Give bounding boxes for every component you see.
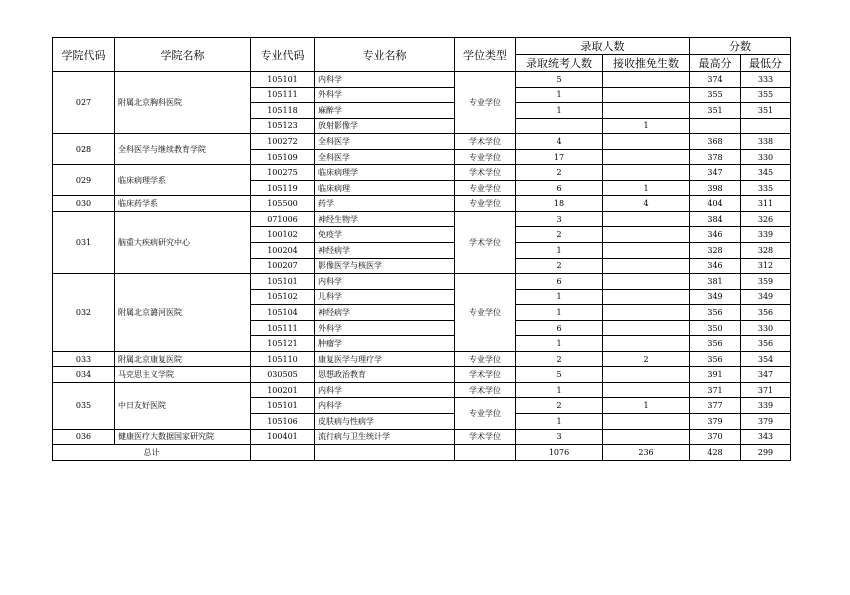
college-code: 035: [53, 382, 115, 429]
unified-exam-count: 6: [516, 180, 603, 196]
unified-exam-count: 5: [516, 367, 603, 383]
unified-exam-count: 1: [516, 414, 603, 430]
min-score: 311: [741, 196, 791, 212]
total-row: [53, 445, 791, 461]
header-max-score: 最高分: [690, 55, 741, 72]
college-name: 中日友好医院: [115, 382, 251, 429]
major-name: 思想政治教育: [315, 367, 455, 383]
unified-exam-count: 6: [516, 274, 603, 290]
min-score: 345: [741, 165, 791, 181]
min-score: 328: [741, 243, 791, 259]
unified-exam-count: 1: [516, 382, 603, 398]
major-name: 神经生物学: [315, 211, 455, 227]
major-name: 全科医学: [315, 149, 455, 165]
min-score: 339: [741, 227, 791, 243]
degree-type: 专业学位: [455, 196, 516, 212]
min-score: 335: [741, 180, 791, 196]
table-body: [53, 72, 791, 461]
major-code: 071006: [251, 211, 315, 227]
recommended-count: [603, 382, 690, 398]
min-score: 339: [741, 398, 791, 414]
unified-exam-count: 1: [516, 103, 603, 119]
min-score: 338: [741, 134, 791, 150]
major-code: 030505: [251, 367, 315, 383]
total-max-score: 428: [690, 445, 741, 461]
college-code: 027: [53, 72, 115, 134]
major-code: 105110: [251, 351, 315, 367]
recommended-count: 2: [603, 351, 690, 367]
college-code: 030: [53, 196, 115, 212]
recommended-count: 1: [603, 180, 690, 196]
max-score: 328: [690, 243, 741, 259]
unified-exam-count: 6: [516, 320, 603, 336]
unified-exam-count: 1: [516, 289, 603, 305]
college-name: 全科医学与继续教育学院: [115, 134, 251, 165]
major-name: 全科医学: [315, 134, 455, 150]
major-code: 105101: [251, 398, 315, 414]
unified-exam-count: 2: [516, 258, 603, 274]
min-score: 351: [741, 103, 791, 119]
recommended-count: [603, 227, 690, 243]
recommended-count: [603, 429, 690, 445]
header-score: 分数: [690, 38, 791, 55]
major-name: 外科学: [315, 87, 455, 103]
unified-exam-count: 2: [516, 351, 603, 367]
unified-exam-count: [516, 118, 603, 134]
max-score: 398: [690, 180, 741, 196]
major-name: 放射影像学: [315, 118, 455, 134]
max-score: 368: [690, 134, 741, 150]
college-code: 033: [53, 351, 115, 367]
table-row: [53, 382, 791, 398]
unified-exam-count: 4: [516, 134, 603, 150]
recommended-count: [603, 103, 690, 119]
major-code: 100102: [251, 227, 315, 243]
total-recommended: 236: [603, 445, 690, 461]
recommended-count: [603, 87, 690, 103]
college-code: 032: [53, 274, 115, 352]
max-score: 349: [690, 289, 741, 305]
max-score: 356: [690, 305, 741, 321]
table-row: [53, 196, 791, 212]
degree-type: 专业学位: [455, 351, 516, 367]
recommended-count: [603, 211, 690, 227]
min-score: 355: [741, 87, 791, 103]
recommended-count: [603, 243, 690, 259]
min-score: 312: [741, 258, 791, 274]
college-name: 脑重大疾病研究中心: [115, 211, 251, 273]
recommended-count: 1: [603, 118, 690, 134]
unified-exam-count: 18: [516, 196, 603, 212]
major-code: 105118: [251, 103, 315, 119]
college-code: 034: [53, 367, 115, 383]
max-score: 379: [690, 414, 741, 430]
major-name: 免疫学: [315, 227, 455, 243]
recommended-count: [603, 274, 690, 290]
max-score: 346: [690, 227, 741, 243]
table-row: [53, 367, 791, 383]
min-score: 354: [741, 351, 791, 367]
college-name: 马克思主义学院: [115, 367, 251, 383]
college-name: 附属北京潞河医院: [115, 274, 251, 352]
major-name: 影像医学与核医学: [315, 258, 455, 274]
table-row: [53, 429, 791, 445]
major-code: 105123: [251, 118, 315, 134]
major-name: 临床病理学: [315, 165, 455, 181]
degree-type: 专业学位: [455, 274, 516, 352]
recommended-count: [603, 320, 690, 336]
college-code: 036: [53, 429, 115, 445]
major-code: 105102: [251, 289, 315, 305]
min-score: [741, 118, 791, 134]
major-code: 105119: [251, 180, 315, 196]
max-score: 370: [690, 429, 741, 445]
unified-exam-count: 2: [516, 165, 603, 181]
min-score: 330: [741, 320, 791, 336]
major-code: 105101: [251, 72, 315, 88]
max-score: 355: [690, 87, 741, 103]
recommended-count: [603, 165, 690, 181]
unified-exam-count: 1: [516, 87, 603, 103]
major-name: 皮肤病与性病学: [315, 414, 455, 430]
major-code: 105104: [251, 305, 315, 321]
major-name: 儿科学: [315, 289, 455, 305]
college-name: 临床药学系: [115, 196, 251, 212]
college-name: 健康医疗大数据国家研究院: [115, 429, 251, 445]
degree-type: 专业学位: [455, 398, 516, 429]
major-code: 105106: [251, 414, 315, 430]
total-unified-exam: 1076: [516, 445, 603, 461]
major-code: 100207: [251, 258, 315, 274]
max-score: 384: [690, 211, 741, 227]
major-name: 临床病理: [315, 180, 455, 196]
major-code: 105109: [251, 149, 315, 165]
header-unified-exam: 录取统考人数: [516, 55, 603, 72]
max-score: 356: [690, 351, 741, 367]
major-name: 内科学: [315, 382, 455, 398]
max-score: [690, 118, 741, 134]
total-empty-degree: [455, 445, 516, 461]
major-name: 外科学: [315, 320, 455, 336]
table-row: [53, 134, 791, 150]
recommended-count: [603, 258, 690, 274]
major-code: 105111: [251, 320, 315, 336]
recommended-count: [603, 414, 690, 430]
degree-type: 专业学位: [455, 72, 516, 134]
header-degree-type: 学位类型: [455, 38, 516, 72]
table-row: [53, 165, 791, 181]
recommended-count: [603, 367, 690, 383]
major-code: 100204: [251, 243, 315, 259]
max-score: 350: [690, 320, 741, 336]
unified-exam-count: 3: [516, 429, 603, 445]
recommended-count: 1: [603, 398, 690, 414]
major-code: 105101: [251, 274, 315, 290]
header-major-code: 专业代码: [251, 38, 315, 72]
total-empty-major-name: [315, 445, 455, 461]
college-name: 附属北京康复医院: [115, 351, 251, 367]
major-name: 内科学: [315, 274, 455, 290]
unified-exam-count: 2: [516, 398, 603, 414]
max-score: 347: [690, 165, 741, 181]
recommended-count: 4: [603, 196, 690, 212]
max-score: 371: [690, 382, 741, 398]
degree-type: 学术学位: [455, 367, 516, 383]
total-min-score: 299: [741, 445, 791, 461]
recommended-count: [603, 134, 690, 150]
major-name: 药学: [315, 196, 455, 212]
min-score: 330: [741, 149, 791, 165]
total-label: 总计: [53, 445, 251, 461]
degree-type: 学术学位: [455, 165, 516, 181]
header-min-score: 最低分: [741, 55, 791, 72]
max-score: 377: [690, 398, 741, 414]
max-score: 346: [690, 258, 741, 274]
major-code: 105111: [251, 87, 315, 103]
min-score: 356: [741, 305, 791, 321]
max-score: 378: [690, 149, 741, 165]
unified-exam-count: 5: [516, 72, 603, 88]
total-empty-major-code: [251, 445, 315, 461]
major-code: 100401: [251, 429, 315, 445]
major-name: 流行病与卫生统计学: [315, 429, 455, 445]
degree-type: 学术学位: [455, 429, 516, 445]
major-code: 105121: [251, 336, 315, 352]
recommended-count: [603, 72, 690, 88]
min-score: 371: [741, 382, 791, 398]
college-name: 临床病理学系: [115, 165, 251, 196]
major-code: 100272: [251, 134, 315, 150]
major-code: 100275: [251, 165, 315, 181]
major-name: 神经病学: [315, 305, 455, 321]
header-recommended: 接收推免生数: [603, 55, 690, 72]
degree-type: 学术学位: [455, 134, 516, 150]
unified-exam-count: 3: [516, 211, 603, 227]
max-score: 381: [690, 274, 741, 290]
major-code: 100201: [251, 382, 315, 398]
table-header: [53, 38, 791, 72]
min-score: 333: [741, 72, 791, 88]
table-row: [53, 274, 791, 290]
unified-exam-count: 2: [516, 227, 603, 243]
min-score: 379: [741, 414, 791, 430]
max-score: 404: [690, 196, 741, 212]
table-row: [53, 211, 791, 227]
min-score: 347: [741, 367, 791, 383]
college-code: 029: [53, 165, 115, 196]
college-code: 031: [53, 211, 115, 273]
unified-exam-count: 17: [516, 149, 603, 165]
recommended-count: [603, 305, 690, 321]
table-row: [53, 351, 791, 367]
min-score: 359: [741, 274, 791, 290]
unified-exam-count: 1: [516, 243, 603, 259]
table-row: [53, 72, 791, 88]
degree-type: 专业学位: [455, 180, 516, 196]
degree-type: 学术学位: [455, 382, 516, 398]
header-major-name: 专业名称: [315, 38, 455, 72]
max-score: 351: [690, 103, 741, 119]
college-code: 028: [53, 134, 115, 165]
major-code: 105500: [251, 196, 315, 212]
degree-type: 学术学位: [455, 211, 516, 273]
college-name: 附属北京胸科医院: [115, 72, 251, 134]
recommended-count: [603, 149, 690, 165]
degree-type: 专业学位: [455, 149, 516, 165]
min-score: 343: [741, 429, 791, 445]
header-college-name: 学院名称: [115, 38, 251, 72]
min-score: 326: [741, 211, 791, 227]
max-score: 374: [690, 72, 741, 88]
header-admitted: 录取人数: [516, 38, 690, 55]
admissions-table: [52, 37, 791, 461]
header-college-code: 学院代码: [53, 38, 115, 72]
major-name: 肿瘤学: [315, 336, 455, 352]
major-name: 康复医学与理疗学: [315, 351, 455, 367]
major-name: 麻醉学: [315, 103, 455, 119]
max-score: 391: [690, 367, 741, 383]
recommended-count: [603, 289, 690, 305]
unified-exam-count: 1: [516, 336, 603, 352]
major-name: 内科学: [315, 398, 455, 414]
min-score: 349: [741, 289, 791, 305]
max-score: 356: [690, 336, 741, 352]
major-name: 内科学: [315, 72, 455, 88]
min-score: 356: [741, 336, 791, 352]
major-name: 神经病学: [315, 243, 455, 259]
unified-exam-count: 1: [516, 305, 603, 321]
recommended-count: [603, 336, 690, 352]
